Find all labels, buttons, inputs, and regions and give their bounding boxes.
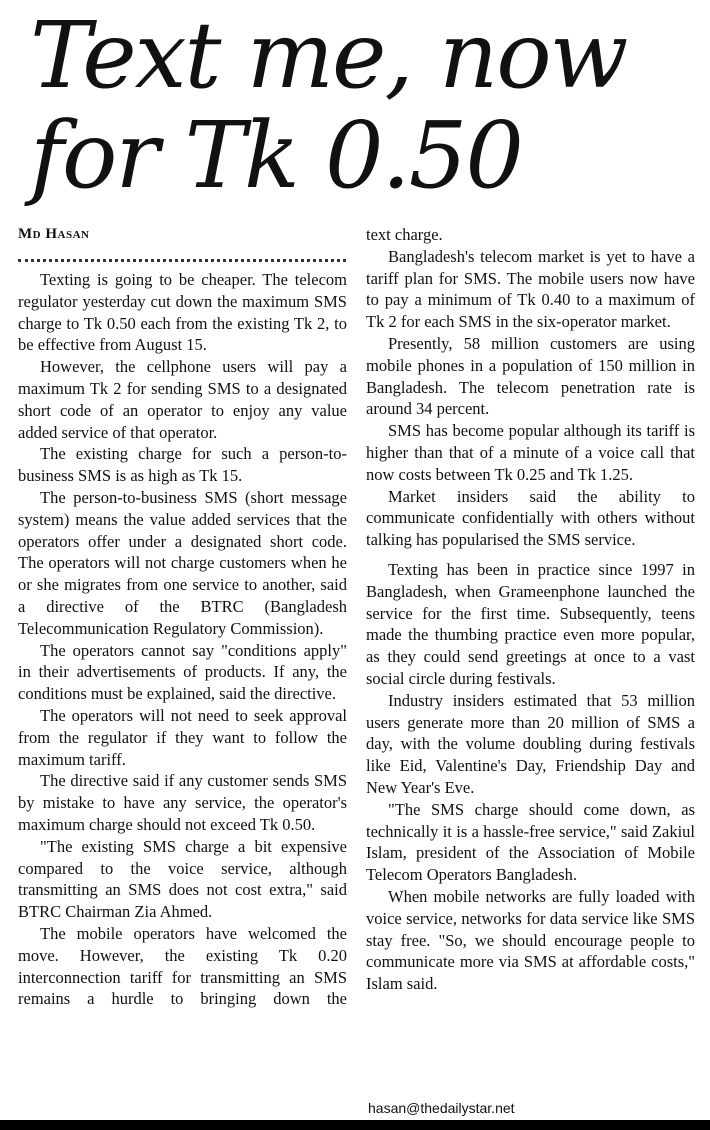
author-email: hasan@thedailystar.net	[368, 1100, 515, 1116]
paragraph: However, the cellphone users will pay a maximum Tk 2 for sending SMS to a designated short code of an operator to enjoy any value added service of that operator.	[18, 357, 347, 442]
paragraph: Presently, 58 million customers are using mobile phones in a population of 150 million in Bangladesh. The telecom penetration rate is around 34 percent.	[366, 333, 695, 419]
paragraph: The existing charge for such a person-to-business SMS is as high as Tk 15.	[18, 444, 347, 486]
paragraph: The operators cannot say "conditions apply" in their advertisements of products. If any, the conditions must be explained, said the directive.	[18, 640, 347, 704]
article-column-2	[366, 224, 695, 995]
paragraph: The directive said if any customer sends SMS by mistake to have any service, the operator's maximum charge should not exceed Tk 0.50.	[18, 771, 347, 834]
headline	[30, 2, 700, 209]
paragraph: When mobile networks are fully loaded with voice service, networks for data service like SMS stay free. "So, we should encourage people to communicate more via SMS at affordable costs," Islam said.	[366, 886, 695, 994]
paragraph-continuation: text charge.	[366, 225, 443, 244]
paragraph: SMS has become popular although its tariff is higher than that of a minute of a voice call that now costs between Tk 0.25 and Tk 1.25.	[366, 421, 695, 484]
bottom-border	[0, 1120, 710, 1130]
byline-dotted-divider	[18, 259, 346, 262]
paragraph: Industry insiders estimated that 53 million users generate more than 20 million of SMS a day, with the volume doubling during festivals like Eid, Valentine's Day, Friendship Day and New Year's Eve.	[366, 690, 695, 797]
byline: Md Hasan	[18, 226, 90, 242]
paragraph: The mobile operators have welcomed the move. However, the existing Tk 0.20 interconnection tariff for transmitting an SMS remains a hurdle to bringing down the	[18, 923, 347, 1009]
paragraph: The operators will not need to seek approval from the regulator if they want to follow the maximum tariff.	[18, 705, 347, 769]
article-column-1	[18, 269, 347, 1010]
paragraph: Texting is going to be cheaper. The telecom regulator yesterday cut down the maximum SMS charge to Tk 0.50 each from the existing Tk 2, to be effective from August 15.	[18, 270, 347, 355]
paragraph: Market insiders said the ability to communicate confidentially with others without talking has popularised the SMS service.	[366, 486, 695, 550]
paragraph: The person-to-business SMS (short message system) means the value added services that the operators offer under a designated short code. The operators will not charge customers when he or she migrates from one service to another, said a directive of the BTRC (Bangladesh Telecommunication Regulatory Commission).	[18, 487, 347, 638]
paragraph: Bangladesh's telecom market is yet to have a tariff plan for SMS. The mobile users now have to pay a minimum of Tk 0.40 to a maximum of Tk 2 for each SMS in the six-operator market.	[366, 246, 695, 332]
headline-line-1: Text me, now	[30, 2, 627, 109]
headline-line-2: for Tk 0.50	[30, 102, 522, 209]
paragraph: "The SMS charge should come down, as technically it is a hassle-free service," said Zakiul Islam, president of the Association of Mobile Telecom Operators Bangladesh.	[366, 799, 695, 885]
paragraph: "The existing SMS charge a bit expensive compared to the voice service, although transmitting an SMS does not cost extra," said BTRC Chairman Zia Ahmed.	[18, 836, 347, 922]
paragraph: Texting has been in practice since 1997 in Bangladesh, when Grameenphone launched the service for the first time. Subsequently, teens made the thumbing practice even more popular, as they could send greetings at once to a vast social circle during festivals.	[366, 559, 695, 688]
